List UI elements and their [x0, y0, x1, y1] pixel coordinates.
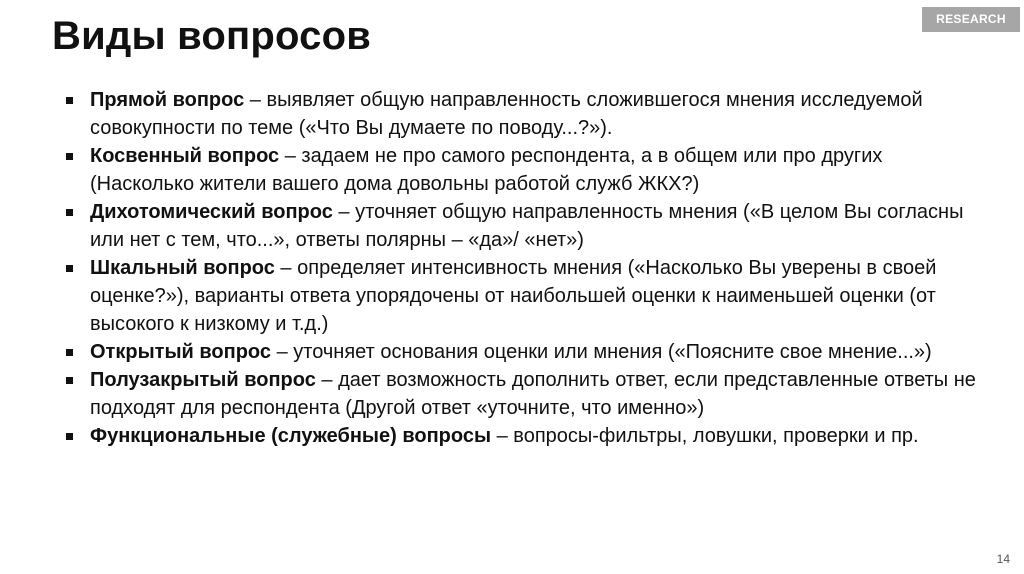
bullet-text: – вопросы-фильтры, ловушки, проверки и пр.	[491, 425, 919, 447]
bullet-term: Дихотомический вопрос	[90, 201, 333, 223]
bullet-item-dichotomous	[66, 198, 976, 254]
bullet-text: – задаем не про самого респондента, а в общем или про других (Насколько жители вашего дома довольны работой служб ЖКХ?)	[90, 145, 883, 195]
bullet-item-open	[66, 338, 976, 366]
bullet-item-scale	[66, 254, 976, 338]
bullet-text: – дает возможность дополнить ответ, если представленные ответы не подходят для респондента (Другой ответ «уточните, что именно»)	[90, 369, 976, 419]
square-bullet-icon	[66, 433, 73, 440]
question-types-list	[66, 86, 976, 450]
square-bullet-icon	[66, 349, 73, 356]
square-bullet-icon	[66, 209, 73, 216]
bullet-term: Полузакрытый вопрос	[90, 369, 316, 391]
square-bullet-icon	[66, 153, 73, 160]
bullet-term: Косвенный вопрос	[90, 145, 280, 167]
bullet-item-semi-closed	[66, 366, 976, 422]
bullet-term: Прямой вопрос	[90, 89, 245, 111]
bullet-text: – уточняет общую направленность мнения («В целом Вы согласны или нет с тем, что...», ответы полярны – «да»/ «нет»)	[90, 201, 964, 251]
bullet-text: – определяет интенсивность мнения («Насколько Вы уверены в своей оценке?»), варианты ответа упорядочены от наибольшей оценки к наименьшей оценки (от высокого к низкому и т.д.)	[90, 257, 937, 335]
bullet-item-direct	[66, 86, 976, 142]
bullet-term: Функциональные (служебные) вопросы	[90, 425, 492, 447]
bullet-term: Шкальный вопрос	[90, 257, 275, 279]
research-badge: RESEARCH	[922, 7, 1020, 32]
slide-title: Виды вопросов	[52, 14, 372, 58]
square-bullet-icon	[66, 377, 73, 384]
page-number: 14	[996, 552, 1010, 566]
square-bullet-icon	[66, 265, 73, 272]
bullet-item-functional	[66, 422, 976, 450]
square-bullet-icon	[66, 97, 73, 104]
bullet-text: – уточняет основания оценки или мнения («Поясните свое мнение...»)	[271, 341, 932, 363]
bullet-term: Открытый вопрос	[90, 341, 272, 363]
bullet-item-indirect	[66, 142, 976, 198]
bullet-text: – выявляет общую направленность сложившегося мнения исследуемой совокупности по теме («Что Вы думаете по поводу...?»).	[90, 89, 923, 139]
